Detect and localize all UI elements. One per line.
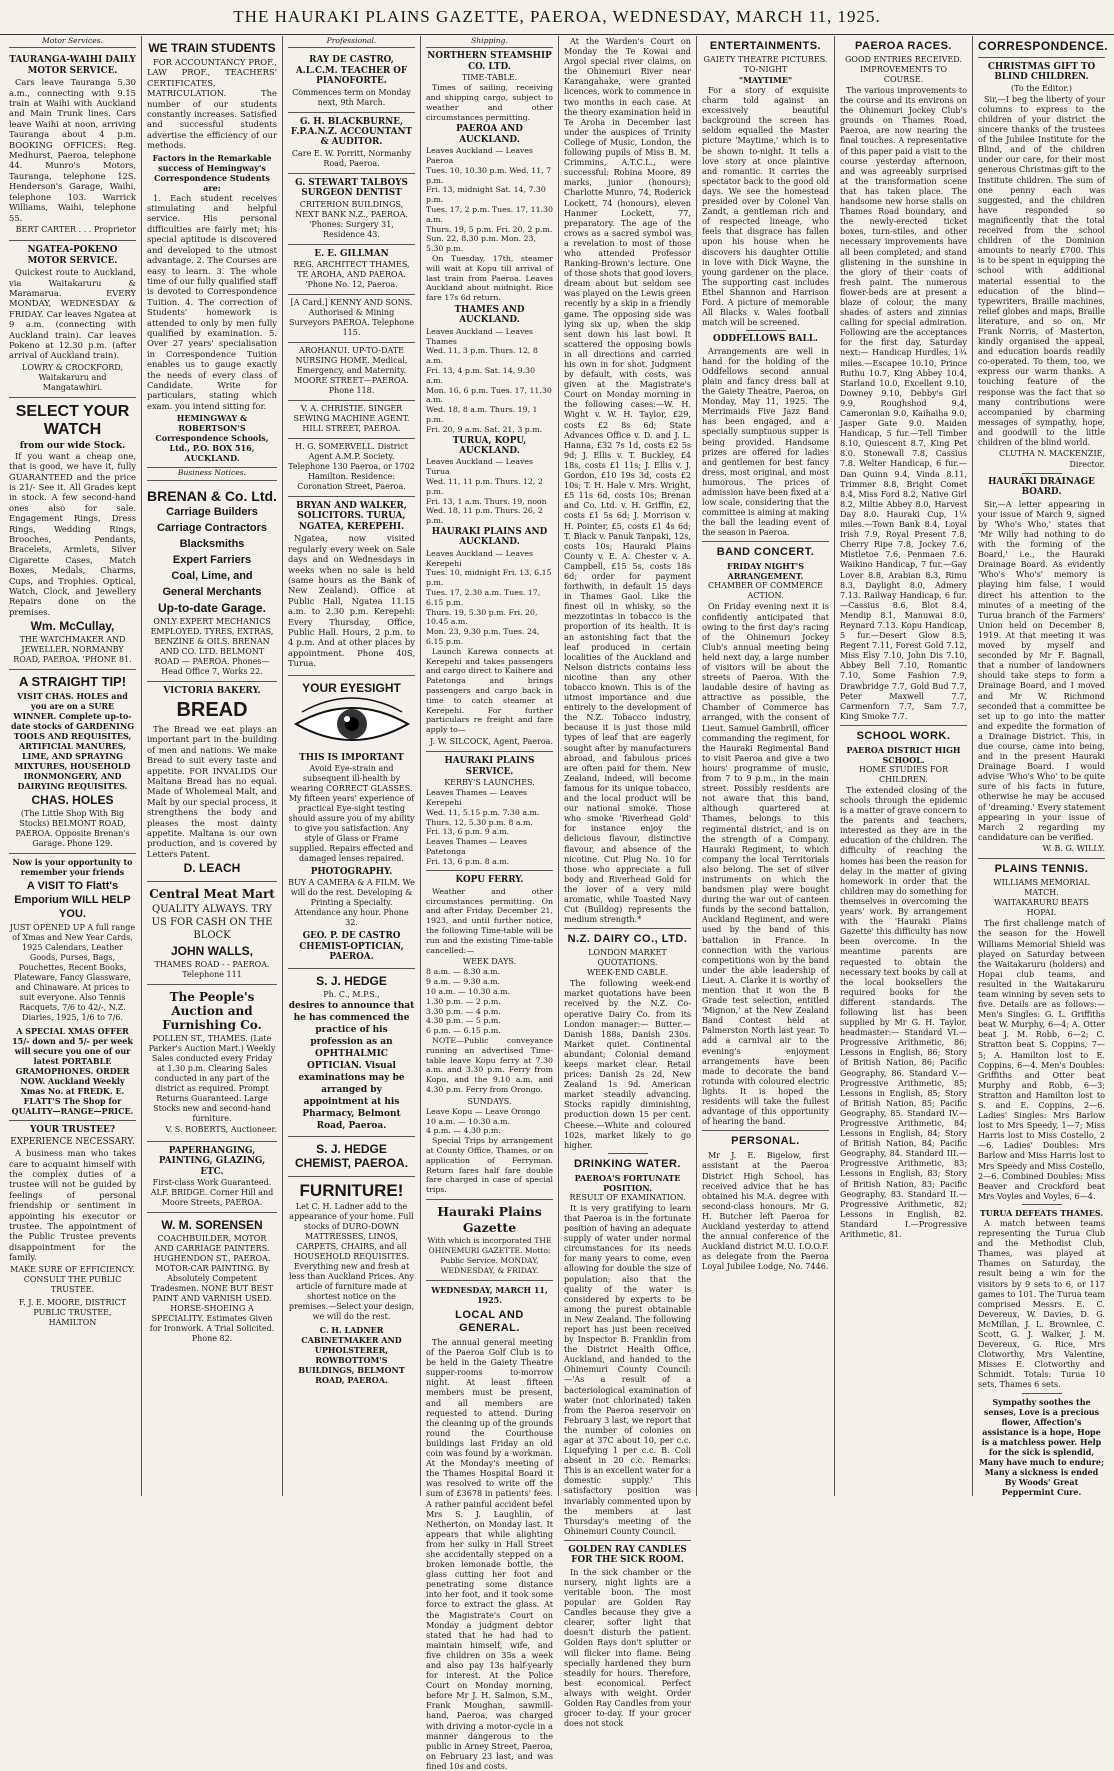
races-body: The various improvements to the course and its environs on the Ohinemuri Jockey Club's grounds on Thames Road, Paeroa, are now nearing the final touches. A representative of this paper paid a visit to the course yesterday afternoon, and was agreeably surprised at the transformation scene that has taken place. The handsome new horse stalls on Thames Road boundary, and the newly-erected ticket boxes, turn-stiles, and other necessary improvements have all been completed, and stand glistening in the sunshine in the glory of their coats of fresh paint. The numerous flower-beds are at present a blaze of colour, the many shades of asters and zinnias calling for special admiration. Following are the acceptances for the first day, Saturday next:— Handicap Hurdles, 1¾ miles.—Escapee 10.10, Prince Ruthu 10.7, King Abbey 10.4, Starland 10.0, Excellent 9.10, Downey 9.10, Debby's Girl 9.9, Roughshod 9.4, Cameronian 9.0, Kaihaiha 9.0, Jasper Gate 9.0. Maiden Handicap, 5 fur.—Tell Timber 8.10, Quiescent 8.7, King Pet 8.0. Stonewall 7.8, Cassius 7.8. Welter Handicap, 6 fur.—Dan Quinn 9.4, Vinda 8.11, Trimmer 8.8, Bright Comet 8.4, Miss Ford 8.2, Native Girl 8.2, Miltie Abbey 8.0, Harvest Day 8.0. Hauraki Cup, 1¼ miles.—Town Bank 8.4, Loyal Irish 7.9, Royal Present 7.8, Cherry Ripe 7.8, Jockey 7.6, Mistletoe 7.6, Penmaen 7.6. Waikino Handicap, 7 fur.—Gay Lover 8.8, Arabian 8.3, Rimu 8.3, Daylight 8.0, Admery 7.13. Railway Handicap, 6 fur.—Cassius 8.6, Blot 8.4, Mendip 8.1, Manuwai 8.0, Reynard 7.13. Kopu Handicap, 5 fur.—Desert Glow 8.5, Regent 7.11, Forest Gold 7.12, Miss Elsy 7.10, John Dis 7.10, Abbey Bell 7.10, Romantic 7.10, Some Fashion 7.9, Drawbridge 7.7, Gold Bud 7.7, Peter Maxwell 7.7, Carmenforn 7.7, Sam 7.7, King Smoke 7.7. (840, 85, 967, 721)
ad-signature: F. J. E. MOORE, DISTRICT PUBLIC TRUSTEE, HAMILTON (18, 1297, 127, 1327)
ad-body: Let C. H. Ladner add to the appearance of your home. Full stocks of DURO-DOWN MATTRESSES, LINOS, CARPETS, CHAIRS, and all HOUSEHOLD REQUISITES. Everything new and fresh at less than Auckland Prices. Any article of furniture made at shortest notice on the premises.—Select your design, we will do the rest. (288, 1201, 415, 1321)
column-3 (283, 36, 421, 1496)
route-row: Leave Kopu — Leave Orongo (426, 1106, 541, 1116)
ad-quals: Ph. C., M.P.S., (323, 989, 380, 999)
route-subtitle: WEEK DAYS. (462, 957, 517, 967)
ad-name: BRENAN & Co. Ltd. (147, 487, 277, 504)
route-row: Leaves Thames — Leaves Patetonga (426, 837, 528, 856)
blackburne-card (288, 113, 415, 174)
dairy-subheading: LONDON MARKET QUOTATIONS. (588, 948, 667, 968)
ad-signature: D. LEACH (183, 861, 241, 876)
route-row: Tues. 10, midnight Fri. 13, 6.15 p.m. (426, 568, 552, 588)
races-subheading: GOOD ENTRIES RECEIVED. (845, 55, 962, 64)
card-title: G. H. BLACKBURNE, F.P.A.N.Z. ACCOUNTANT & AUDITOR. (290, 116, 413, 148)
local-general-body: The annual general meeting of the Paeroa Golf Club is to be held in the Gaiety Theatre supper-rooms to-morrow night. At least fifteen members must be present, and all members are requested to attend. During the cleaning up of the grounds round the Courthouse buildings last Friday an old coin was found by a workman. At the Monday's meeting of the Thames Hospital Board it was resolved to write off the sum of £3678 in patients' fees. A rather painful accident befel Mrs S. J. Laughlin, of Netherton, on Monday last. It appears that while alighting from her sulky in Hall Street she accidentally stepped on a broken lemonade bottle, the glass cutting her foot and penetrating some distance into her foot, and it took some force to extract the glass. At the Magistrate's Court on Monday a judgment debtor stated that he had had to maintain himself, wife, and five children on 35s a week and also pay 13s half-yearly for interest. At the Police Court on Monday morning, before Mr J. H. Salmon, S.M., Frank Moughan, sawmill-hand, Paeroa, was charged with driving a motor-cycle in a manner dangerous to the public in Arney Street, Paeroa, on February 23 last, and was fined 10s and costs. (426, 1337, 553, 1771)
ad-body: 1. Each student receives stimulating and helpful service. His personal difficulties are fairly met; his special aptitude is discovered and developed to the utmost advantage. 2. The Courses are easy to learn. 3. The whole time of our fully qualified staff is devoted to Correspondence Tuition. 4. The correction of Students' homework is attended to only by men fully qualified by examination. 5. Over 27 years' specialisation in Correspondence Tuition enables us to gauge exactly the needs of every class of Candidate. Write for particulars, stating which exam. you intend sitting for. (147, 192, 277, 411)
castro-card (288, 51, 415, 112)
route-row: 4 p.m. — 4.30 p.m. (426, 1126, 501, 1136)
route-subtitle: KERBY'S LAUNCHES. (444, 778, 535, 788)
gazette-nameplate: Hauraki Plains Gazette (437, 1204, 542, 1235)
route-row: Fri. 13, 6 p.m. 8 a.m. (426, 856, 510, 866)
route-row: Thurs. 12, 5.30 p.m. 8 a.m. (426, 817, 533, 827)
route-title: PAEROA AND AUCKLAND. (456, 124, 523, 145)
card-title: RAY DE CASTRO, A.L.C.M. TEACHER OF PIANOFORTE. (295, 55, 408, 87)
route-subtitle: SUNDAYS. (467, 1096, 512, 1106)
trustee-ad (9, 1121, 136, 1331)
gazette-subtitle: With which is incorporated THE OHINEMURI GAZETTE. Motto: Public Service. MONDAY, WEDNESDAY, & FRIDAY. (427, 1236, 552, 1275)
brenan-line: Carriage Contractors (156, 521, 268, 534)
route-row: Leaves Auckland — Leaves Thames (426, 326, 534, 346)
route-row: Fri. 20, 9 a.m. Sat. 21, 3 p.m. (426, 424, 543, 434)
band-subheading: FRIDAY NIGHT'S ARRANGEMENT. (727, 561, 804, 582)
route-note: Special Trips by arrangement at County Office, Thames, or on application of Ferryman. Return fares half fare double fare charged in case of special trips. (426, 1136, 553, 1195)
ad-name: Wm. McCullay, (30, 619, 115, 634)
ad-body: The Bread we eat plays an important part in the building of men and nations. We make Bread to suit every taste and appetite. FOR INVALIDS Our Maltana Bread has no equal. Made of Wholemeal Malt, and Malt by our special process, it strengthens the body and pleases the most dainty appetite. Maltana is our own production, and is covered by Letters Patent. (147, 724, 277, 859)
ad-address: THAMES ROAD - - PAEROA. Telephone 111 (154, 960, 270, 980)
ad-body: COACHBUILDER, MOTOR AND CARRIAGE PAINTERS. HUGHENDON ST., PAEROA. MOTOR-CAR PAINTING. By Absolutely Competent Tradesmen. NONE BUT BEST PAINT AND VARNISH USED. HORSE-SHOEING A SPECIALITY. Estimates Given for Ironwork. A Trial Solicited. Phone 82. (149, 1233, 275, 1343)
ad-signature: HEMINGWAY & ROBERTSON'S Correspondence Schools, Ltd., P.O. BOX 516, AUCKLAND. (155, 413, 269, 464)
route-note: Launch Karewa connects at Kerepehi and takes passengers and cargo direct to Kaihere and Patetonga and brings passengers and cargo back in time to catch steamer at Kerepehi. For further particulars re freight and fare apply to— (426, 646, 553, 735)
route-row: Wed. 11, 3 p.m. Thurs. 12, 8 a.m. (426, 346, 538, 366)
route-row: 1.30 p.m. — 2 p.m. (426, 996, 501, 1006)
route-title: THAMES AND AUCKLAND. (454, 304, 525, 326)
ad-name: JOHN WALLS, (170, 944, 253, 959)
card-body: CRITERION BUILDINGS, NEXT BANK N.Z., PAEROA. 'Phones: Surgery 31, Residence 43. (295, 199, 408, 239)
entertainments-subheading: GAIETY THEATRE PICTURES. (703, 55, 828, 64)
tennis-body: The first challenge match of the season for the Howell Williams Memorial Shield was played on Saturday between the Waitakaruru (holders) and Hopai club teams, and resulted in the Waitakaruru team winning by seven sets to five. Details are as follows:— Men's Singles: G. L. Griffiths beat W. Murphy, 6—4; A. Otter beat J. M. Robb, 6—2; C. Stratton beat S. Coppins, 7—5; A. Hamilton lost to E. Coppins, 6—4. Men's Doubles: Griffiths and Otter beat Murphy and Robb, 6—3; Stratton and Hamilton lost to S. and E. Coppins, 2—6. Ladies' Singles: Mrs Barlow lost to Mrs Speedy, 1—7; Miss Harris lost to Miss Costello, 2—6. Ladies' Doubles: Mrs Barlow and Miss Harris lost to Mrs Speedy and Miss Costello, 2—6. Combined Doubles: Miss Beaver and Crockford beat Mrs Voyles and Voyles, 6—4. (978, 918, 1105, 1201)
columns (4, 36, 1110, 1771)
brenan-line: General Merchants (162, 585, 262, 598)
column-2 (142, 36, 283, 1496)
kenny-card (288, 295, 415, 343)
christie-card (288, 401, 415, 439)
oddfellows-heading: ODDFELLOWS BALL. (713, 334, 818, 345)
brenan-line: Coal, Lime, and (171, 569, 253, 582)
entertainments-body: For a story of exquisite charm told against an excessively beautiful background the screen has seldom equalled the Master picture 'Maytime,' which is to be shown to-night. It tells a love story at once plaintive and romantic. It carries the spectator back to the good old days. We see the homestead presided over by Colonel Van Zandt, a gentleman rich and of respected lineage, who feels that disgrace has fallen upon his house when he discovers his daughter Ottilie in love with Dick Wayne, the young gardener on the place. The supporting cast includes Ethel Shannon and Harrison Ford. A picture of memorable All Blacks v. Wales football match will be screened. (702, 85, 829, 328)
water-heading: DRINKING WATER. (574, 1157, 681, 1170)
school-subheading: PAEROA DISTRICT HIGH SCHOOL. (846, 744, 961, 765)
ad-body: desires to announce that he has commenced the practice of his profession as an OPHTHALMIC OPTICIAN. Visual examinations may be arranged by appointment at his Pharmacy, Belmont Road, Paeroa. (288, 1000, 415, 1131)
tennis-heading: PLAINS TENNIS. (994, 863, 1089, 876)
feature-title: "MAYTIME" (738, 75, 793, 85)
ad-headline: FURNITURE! (299, 1180, 404, 1200)
route-row: Thurs. 19, 5 p.m. Fri. 20, 2 p.m. (426, 224, 553, 234)
route-note: Weather and other circumstances permitting. On and after Friday, December 21, 1923, and until further notice, the following Time-table will be run and the existing Time-table cancelled:— (426, 886, 553, 955)
route-row: Sun. 22, 8.30 p.m. Mon. 23, 5.30 p.m. (426, 234, 536, 254)
personal-heading: PERSONAL. (731, 1135, 800, 1148)
ad-title: YOUR TRUSTEE? (30, 1125, 115, 1136)
ad-signature: C. H. LADNER CABINETMAKER AND UPHOLSTERER, ROWBOTTOM'S BUILDINGS, BELMONT ROAD, PAEROA. (298, 1324, 405, 1385)
divider (702, 1130, 829, 1131)
divider (426, 870, 553, 871)
route-row: Tues. 17, 2 p.m. Tues. 17, 11.30 a.m. (426, 205, 553, 224)
somervell-card (288, 439, 415, 497)
card-body: Ngatea, now visited regularly every week on Sale days and on Wednesdays in weeks when no sale is held (same hours as the Bank of New Zealand). Office at Public Hall, Ngatea 11.15 a.m. to 2.30 p.m. Kerepehi: Every Thursday, Office, Public Hall. Hours, 2 p.m. to 4 p.m. And at other places by appointment. Phone 40S, Turua. (288, 533, 415, 669)
dairy-heading: N.Z. DAIRY CO., LTD. (567, 933, 688, 946)
ad-name: A VISIT TO Flatt's Emporium WILL HELP YOU. (14, 880, 131, 921)
correspondence-heading: CORRESPONDENCE. (978, 39, 1109, 53)
route-row: 10 a.m. — 10.30 a.m. (426, 1116, 510, 1126)
sorensen-ad (147, 1213, 277, 1348)
ad-body: Avoid Eye-strain and subsequent ill-health by wearing CORRECT GLASSES. My fifteen years' experience of practical Eye-sight testing should assure you of my ability to give you satisfaction. Any style of Glass or Frame supplied. Repairs effected and damaged lenses repaired. (288, 763, 415, 863)
route-note: NOTE—Public conveyance running an advertised Time-table leave Kopu ferry at 7.30 a.m. and 3.30 p.m. Ferry from Kopu, and the 9.10 a.m. and 4.30 p.m. Ferry from Orongo. (426, 1036, 553, 1095)
brenan-line: Blacksmiths (179, 537, 245, 550)
divider (426, 1199, 553, 1200)
ad-subhead: THIS IS IMPORTANT (299, 752, 404, 763)
divider (746, 330, 786, 331)
school-heading: SCHOOL WORK. (856, 729, 951, 742)
divider (564, 1540, 691, 1541)
candles-body: In the sick chamber or the nursery, night lights are a veritable boon. The most popular are Golden Ray Candles because they give a clearer, softer light that doesn't disturb the patient. Golden Rays don't splutter or will flicker into flame. Being specially hardened they burn steadily for hours. Therefore, best economical. Perfect always with weight. Order Golden Ray Candles from your grocer to-day. If your grocer does not stock (564, 1566, 691, 1729)
ngatea-ad (9, 241, 136, 397)
dairy-body: The following week-end market quotations have been received by the N.Z. Co-operative Dairy Co. from its London manager:— Butter.—Danish 188s, Danish 230s. Market quiet. Continental abundant; Colonial demand keeps market clear. Retail prices: Danish 2s 2d, New Zealand 1s 9d. American market steadily advancing. Stocks rapidly diminishing, production down 15 per cent. Cheese.—White and coloured 102s, market likely to go higher. (564, 978, 691, 1150)
card-title: G. STEWART TALBOYS SURGEON DENTIST (295, 177, 408, 199)
divider (1022, 1393, 1062, 1394)
turua-heading: TURUA DEFEATS THAMES. (979, 1207, 1104, 1218)
photo-title: PHOTOGRAPHY. (310, 866, 393, 877)
ad-name: CHAS. HOLES (31, 793, 114, 808)
route-row: Fri. 13, 1 a.m. Thurs. 19, noon (426, 496, 547, 506)
ad-name: S. J. HEDGE CHEMIST, PAEROA. (294, 1141, 409, 1170)
ad-headline: Up-to-date Garage. (157, 600, 266, 615)
band-heading: BAND CONCERT. (716, 546, 815, 559)
column-7 (835, 36, 973, 1496)
card-title: BRYAN AND WALKER, SOLICITORS. TURUA, NGATEA, KEREPEHI. (296, 501, 407, 532)
ad-headline: A STRAIGHT TIP! (18, 674, 127, 690)
column-5 (559, 36, 697, 1729)
section-label: Business Notices. (147, 468, 277, 480)
card-body: REG. ARCHITECT THAMES, TE AROHA, AND PAEROA. 'Phone No. 12, Paeroa. (293, 260, 410, 290)
dairy-subheading: WEEK-END CABLE. (586, 968, 669, 978)
divider (702, 541, 829, 542)
band-body: On Friday evening next it is confidently anticipated that owing to the first day's racing of the Ohinemuri Jockey Club's annual meeting being held next day, a large number of visitors will be about the streets of Paeroa. With the laudable desire of having as attractive as possible, the Chamber of Commerce has arranged, with the consent of Lieut. Samuel Gambrill, officer commanding the regiment, for the Hauraki Regimental Band to visit Paeroa and give a two hours' programme of music, from 7 to 9 p.m., in the main street. Possibly residents are not aware that this band, although quartered at Thames, belongs to this regimental district, and is on the strength of a Company. Hauraki Regiment, to which company the local Territorials also belong. The set of silver instruments on which the bandsmen play were bought during the war out of canteen funds by the second battalion, Auckland Regiment, and were used by the band of this battalion in France. In connection with the various competitions won by the band under the able leadership of Lieut. A. Clarke it is worthy of mention that it won the B Grade test selection, entitled 'Mignon,' at the New Zealand Band Contest held at Palmerston North last year. To add a carnival air to the evening's enjoyment arrangements have been made to decorate the band rotunda with coloured electric lights. It is hoped the residents will take the fullest advantage of this opportunity of hearing the band. (702, 601, 829, 1127)
brenan-line: Expert Farriers (172, 553, 252, 566)
bakery-ad (147, 682, 277, 883)
ad-signature: LOWRY & CROCKFORD, Waitakaruru and Mangatawhiri. (22, 362, 123, 392)
races-heading: PAEROA RACES. (855, 40, 952, 52)
water-subheading: RESULT OF EXAMINATION. (569, 1192, 686, 1202)
tennis-subheading: WILLIAMS MEMORIAL MATCH. (993, 878, 1090, 898)
timetable-label: TIME-TABLE. (461, 73, 518, 83)
ad-headline: The People's Auction and Furnishing Co. (162, 990, 262, 1033)
letter-signature: CLUTHA N. MACKENZIE, Director. (999, 449, 1105, 469)
ad-title: NGATEA-POKENO MOTOR SERVICE. (27, 245, 118, 266)
route-row: Wed. 11, 5.15 p.m. 7.30 a.m. (426, 807, 540, 817)
letter-title: HAURAKI DRAINAGE BOARD. (988, 476, 1095, 498)
route-row: 6 p.m. — 6.15 p.m. (426, 1026, 501, 1036)
ad-name: VICTORIA BAKERY. (163, 685, 261, 696)
band-subheading: CHAMBER OF COMMERCE ACTION. (708, 581, 823, 601)
divider (840, 725, 967, 726)
divider (564, 928, 691, 929)
ad-address: THE WATCHMAKER AND JEWELLER. NORMANBY ROAD, PAEROA. 'PHONE 81. (13, 635, 132, 665)
paperhanging-ad (147, 1142, 277, 1213)
school-body: The extended closing of the schools through the epidemic is a matter of grave concern to the parents and teachers, interested as they are in the education of the children. The difficulty of reaching the homes has been the reason for delay in the matter of giving homework in order that the children may do something for themselves in overcoming the years' work. By arrangement with the 'Hauraki Plains Gazette' this difficulty has now been overcome. In the meantime parents are requested to obtain the necessary text books by call at the local booksellers the required books for the different standards. The following list has been supplied by Mr G. H. Taylor, headmaster:— Standard VI.—Progressive Arithmetic, 86; Lessons in English, 86; Story of British Nation, 86; Pacific Geography, 86. Standard V.—Progressive Arithmetic, 85; Lessons in English, 85; Story of British Nation, 85; Pacific Geography, 85. Standard IV.—Progressive Arithmetic, 84; Lessons in English, 84; Story of British Nation, 84; Pacific Geography, 84. Standard III.—Progressive Arithmetic, 83; Lessons in English, 83; Story of British Nation, 83; Pacific Geography, 83. Standard II.—Progressive Arithmetic, 82; Lessons in English, 82. Standard I.—Progressive Arithmetic, 81. (840, 784, 967, 1240)
races-subheading: IMPROVEMENTS TO COURSE. (859, 65, 948, 84)
route-row: Wed. 18, 11 p.m. Thurs. 26, 2 p.m. (426, 506, 543, 526)
ad-subhead: Factors in the Remarkable success of Hemingway's Correspondence Students are: (152, 152, 272, 193)
holes-ad (9, 670, 136, 854)
letter-body: Sir,—A letter appearing in your issue of March 9, signed by 'Who's Who,' states that 'Mr Willy had nothing to do with the forming of the Board,' i.e., the Hauraki Drainage Board. As evidently 'Who's Who's' memory is playing him false, I would direct his attention to the minutes of a meeting of the Turua branch of the Farmers' Union held on December 8, 1919. At that meeting it was moved by myself and seconded by Mr F. Bagnall, that a number of landowners should take steps to form a Drainage Board, and I moved and Mr W. Richmond seconded that a committee be set up to go into the matter and expedite the formation of a Drainage District. This, in due course, came into being, and in the present Hauraki Drainage Board. I would advise 'Who's Who' to be quite sure of his facts in future, otherwise he may be accused of 'dreaming.' Every statement appearing in your issue of March 2 regarding my candidature can be verified. (978, 498, 1105, 842)
ad-body: JUST OPENED UP A full range of Xmas and New Year Cards, 1925 Calendars, Leather Goods, Purses, Bags, Pouchettes, Recent Books, Plateware, Fancy Glassware, and Chinaware. At prices to suit everyone. Also Tennis Racquets, 7/6 to 42/-, N.Z. Diaries, 1925, 1/6 to 7/6. (9, 923, 136, 1023)
ad-body: VISIT CHAS. HOLES and you are on a SURE WINNER. Complete up-to-date stocks of GARDENING TOOLS AND REQUISITES, ARTIFICIAL MANURES, LIME, AND SPRAYING MIXTURES, HOUSEHOLD IRONMONGERY, AND DAIRYING REQUISITES. (10, 691, 135, 792)
ad-body: A business man who takes care to acquaint himself with the complex duties of a trustee will not be guided by feelings of personal friendship or sentiment in appointing his executor or trustee. The appointment of the Public Trustee prevents disappointment for the family. (9, 1148, 136, 1263)
route-row: 9 a.m. — 9.30 a.m. (426, 977, 501, 987)
talboys-card (288, 174, 415, 245)
peppermint-verse: Sympathy soothes the senses, Love is a precious flower, Affection's assistance is a hope, Hope is a matchless power. Help for the sick is splendid, Many have much to endure; Many a sickness is ended By Woods' Great Peppermint Cure. (979, 1396, 1104, 1497)
column-8 (973, 36, 1110, 1496)
company-title: NORTHERN STEAMSHIP CO. LTD. (427, 51, 552, 72)
letter-title: CHRISTMAS GIFT TO BLIND CHILDREN. (987, 62, 1096, 83)
hedge-chemist-ad (288, 1137, 415, 1177)
divider (426, 1280, 553, 1281)
letter-signature: W. B. G. WILLY. (1042, 843, 1105, 853)
column-1 (4, 36, 142, 1496)
route-title: TURUA, KOPU, AUCKLAND. (452, 435, 527, 456)
watch-ad (9, 398, 136, 671)
agent-signature: J. W. SILCOCK, Agent, Paeroa. (430, 736, 553, 746)
divider (1022, 473, 1062, 474)
route-row: Fri. 13, midnight Sat. 14, 7.30 p.m. (426, 185, 546, 205)
card-body: H. G. SOMERVELL. District Agent A.M.P. Society. Telephone 130 Paeroa, or 1702 Hamilton. Residence: Coronation Street, Paeroa. (288, 442, 415, 492)
route-row: Mon. 23, 9.30 p.m. Tues. 24, 6.15 p.m. (426, 627, 540, 646)
personal-body: Mr J. E. Bigelow, first assistant at the Paeroa District High School, has received advice that he has obtained his M.A. degree with second-class honours. Mr G. H. Butcher left Paeroa for Auckland yesterday to attend the annual conference of the Auckland district M.U. I.O.O.F. as delegate from the Paeroa Loyal Jubilee Lodge, No. 7446. (702, 1150, 829, 1272)
ad-title: TAURANGA-WAIHI DAILY MOTOR SERVICE. (9, 55, 136, 76)
section-label: Shipping. (426, 36, 553, 48)
divider (608, 1153, 648, 1154)
ad-headline: SELECT YOUR WATCH (15, 402, 130, 438)
furniture-ad (288, 1177, 415, 1389)
route-note: On Tuesday, 17th, steamer will wait at Kopu till arrival of last train from Paeroa. Leaves Auckland about midnight. Rice fare 17s 6d return. (426, 253, 553, 303)
card-body: Commences term on Monday next, 9th March. (292, 87, 411, 107)
arohanui-card (288, 343, 415, 401)
route-row: Tues. 17, 2.30 a.m. Tues. 17, 6.15 p.m. (426, 587, 541, 607)
route-row: Fri. 13, 6 p.m. 9 a.m. (426, 827, 510, 837)
ad-body: If you want a cheap one, that is good, we have it, fully GUARANTEED and the price is 21/- See it. All Grades kept in stock. A few second-hand ones also for sale. Engagement Rings, Dress Rings, Wedding Rings, Brooches, Pendants, Bracelets, Armlets, Silver Cigarette Cases, Match Boxes, Medals, Charms, Cups, and Trophies. Optical, Watch, Clock, and Jewellery Repairs done on the premises. (9, 450, 136, 617)
ad-name: S. J. HEDGE (316, 973, 387, 988)
route-title: HAURAKI PLAINS SERVICE. (444, 756, 535, 777)
route-row: 10 a.m. — 10.30 a.m. (426, 987, 510, 997)
bryan-card (288, 497, 415, 676)
ad-signature: GEO. P. DE CASTRO CHEMIST-OPTICIAN, PAEROA. (299, 931, 404, 963)
ad-cta: MAKE SURE OF EFFICIENCY. CONSULT THE PUBLIC TRUSTEE. (10, 1264, 135, 1294)
ad-subhead: from our wide Stock. (19, 440, 126, 451)
ad-intro: Now is your opportunity to remember your friends (12, 857, 133, 878)
candles-heading: GOLDEN RAY CANDLES FOR THE SICK ROOM. (568, 1544, 687, 1566)
ad-title: PAPERHANGING, PAINTING, GLAZING, ETC. (158, 1145, 266, 1177)
card-title: E. E. GILLMAN (314, 248, 389, 259)
turua-body: A match between teams representing the Turua Club and the Methodist Club, Thames, was played at Thames on Saturday, the result being a win for the visitors by 9 sets to 6, or 117 games to 101. The Turua team comprised Messrs. E. C. Devereux, W. Davies, D. G. McMillan, J. L. Brownlee, C. Scott, G. J. Walker, J. M. Devereux, G. Rice, Mrs Clotworthy, Mrs Valentine, Misses E. Clotworthy and Schmidt. Totals: Turua 10 sets, Thames 6 sets. (978, 1217, 1105, 1390)
ad-body: Quickest route to Auckland, via Waitakaruru & Maramarua. EVERY MONDAY, WEDNESDAY & FRIDAY. Car leaves Ngatea at 9 a.m. (connecting with Auckland train). Car leaves Pokeno at 12.30 p.m. (after arrival of Auckland train). (9, 267, 136, 361)
route-row: Thurs. 19, 5.30 p.m. Fri. 20, 10.45 a.m. (426, 607, 538, 627)
hemingway-ad (147, 36, 277, 468)
meat-ad (147, 882, 277, 985)
tennis-subheading: WAITAKARURU BEATS HOPAI. (994, 898, 1089, 918)
ad-headline: YOUR EYESIGHT (302, 680, 401, 695)
ad-signature: V. S. ROBERTS, Auctioneer. (165, 1125, 277, 1135)
oddfellows-body: Arrangements are well in hand for the holding of the Oddfellows second annual plain and fancy dress ball at the Gaiety Theatre, Paeroa, on Monday, May 11, 1925. The Merrimaids Five Jazz Band has been engaged, and a specially sumptuous supper is being provided. Handsome prizes are offered for ladies and gentlemen for best fancy dress, most original, and most humorous. The prices of admission have been fixed at a low scale, considering that the committee is aiming at making the ball the leading event of the season in Paeroa. (702, 345, 829, 538)
entertainments-subheading: TO-NIGHT (743, 65, 788, 74)
ad-body: POLLEN ST., THAMES. (Late Parker's Auction Mart.) Weekly Sales conducted every Friday at 1.30 p.m. Clearing Sales conducted in any part of the district as required. Prompt Returns Guaranteed. Large Stocks new and second-hand furniture. (148, 1034, 276, 1124)
ad-body: First-class Work Guaranteed. ALF. BRIDGE. Corner Hill and Moore Streets, PAEROA. (150, 1177, 274, 1207)
route-row: 4.30 p.m. — 5 p.m. (426, 1016, 501, 1026)
route-row: Leaves Auckland — Leaves Turua (426, 457, 534, 477)
route-row: Leaves Auckland — Leaves Kerepehi (426, 548, 534, 568)
ad-signature: BERT CARTER . . . Proprietor (15, 224, 136, 234)
section-label: Professional. (288, 36, 415, 48)
letter-body: Sir,—I beg the liberty of your columns to express to the children of your district the sincere thanks of the trustees of the Jubilee Institute for the Blind, and of the children under our care, for their most generous Christmas gift to the Institute children. The sum of one penny each was suggested, and the children have responded so magnificently that the total received from the school children of the Dominion amounts to nearly £700. This is to be spent in equipping the school with additional material essential to the education of the blind—typewriters, Braille machines, relief globes and maps, Braille literature, and so on. Mr Frank Norris, of Masterton, kindly organised the appeal, and education boards readily co-operated. To them, too, we express our warm thanks. A touching feature of the response was the fact that so many contributions were accompanied by charming messages of sympathy, hope, and goodwill to the little children of the blind world. (978, 93, 1105, 447)
news-body: At the Warden's Court on Monday the Te Kowai and Argol special river claims, on the Ohinemuri River near Karangahake, were granted licences, work to commence in two months in each case. At the theory examination held in Te Aroha in December last under the auspices of Trinity College of Music, London, the following pupils of Miss B. M. Crimmins, A.T.C.L., were successful: Robina Moore, 89 marks, junior (honours); Charlotte Munro, 74, Roderick Lockett, 74 (honours), eleven Hanmer Lockett, 77, preparatory. The age of the crows as a sacred symbol was a revelation to most of those who attended Professor Ranking-Brown's lecture. One of those shots that good lovers dream about but seldom see was played on the Lewis green recently by a skip in a friendly game. The opposing side was lying six up, when the skip sent down his last bowl. It scattered the opposing bowls in all directions and carried his own in for shot. Judgment by default, with costs, was given at the Magistrate's Court on Monday morning in the following cases:—W. H. Wight v. W. H. Taylor, £29, costs £2 8s 6d; State Advances Office v. D. and J. L. Hanna, £32 7s 1d, costs £2 5s 9d; J. Ellis v. T. Buckley, £4 18s, costs £1 11s; J. Ellis v. J. Gordon, £10 19s 3d, costs £2 10s; T. H. Hale v. Mrs. Wright, £5 11s 6d, costs 10s; Brenan and Co. Ltd. v. H. Griffin, £2, costs £1 5s 6d; J. Morrison v. H. Pointer, £5, costs £1 4s 6d; T. Black v. Panuk Tanpaki, 12s, costs 10s; Hauraki Plains County v. E. A. Chester v. A. Campbell, £15 5s, costs 18s 6d; order for payment forthwith, in default 15 days in Thames Gaol. Like the finest oil in whisky, so the mezzotintas in tobacco is the proportion of its health. It is an astonishing fact that the leaf produced in certain localities of the Auckland and Nelson districts contains less nicotine than any other tobacco known. This is of the utmost importance and due entirely to the development of the N.Z. Tobacco industry, because it is just those mild types of leaf that are eagerly sought after by manufacturers abroad, and fabulous prices are often paid for them. New Zealand, indeed, will become famous for its unique tobacco, and the local product will be our national smoke. Those who smoke 'Riverhead Gold' for instance enjoy the delicious flavour, distinctive flavour, and absence of the nicotine. Cut Plug No. 10 for those who appreciate a full body and Riverhead Gold for the lover of a very mild aromatic, while Toasted Navy Cut (Bulldog) represents the medium strength.* (564, 36, 691, 925)
auction-ad (147, 985, 277, 1141)
brenan-line: Carriage Builders (166, 505, 258, 518)
divider (426, 751, 553, 752)
timetable-note: Times of sailing, receiving and shipping cargo, subject to weather and other circumstances permitting. (426, 83, 553, 122)
gillman-card (288, 245, 415, 295)
route-row: Wed. 11, 11 p.m. Thurs. 12, 2 p.m. (426, 476, 543, 496)
route-row: Leaves Auckland — Leaves Paeroa (426, 146, 534, 166)
tauranga-ad (9, 51, 136, 241)
local-general-heading: LOCAL AND GENERAL. (455, 1309, 524, 1334)
gazette-date: WEDNESDAY, MARCH 11, 1925. (431, 1285, 548, 1305)
photo-body: BUY A CAMERA & A FILM. We will do the rest. Developing & Printing a Specialty. Attendance any hour. Phone 32. (288, 878, 415, 928)
ad-offer: A SPECIAL XMAS OFFER 15/- down and 5/- per week will secure you one of our latest PORTABLE GRAMOPHONES. ORDER NOW. Auckland Weekly Xmas No. at FREDK. E. FLATT'S The Shop for QUALITY—RANGE—PRICE. (11, 1026, 134, 1117)
ad-headline: WE TRAIN STUDENTS (148, 41, 276, 55)
route-row: Leaves Thames — Leaves Kerepehi (426, 788, 528, 807)
ad-subhead: EXPERIENCE NECESSARY. (10, 1136, 135, 1147)
letter-salutation: (To the Editor.) (1011, 83, 1072, 93)
route-row: Tues. 10, 10.30 p.m. Wed. 11, 7 p.m. (426, 165, 552, 185)
card-body: AROHANUI. UP-TO-DATE NURSING HOME. Medical, Emergency, and Maternity. MOORE STREET—PAEROA. Phone 118. (294, 346, 409, 396)
ad-headline: Central Meat Mart (149, 887, 275, 902)
card-body: V. A. CHRISTIE. SINGER SEWING MACHINE AGENT. HILL STREET, PAEROA. (293, 404, 410, 434)
water-body: It is very gratifying to learn that Paeroa is in the fortunate position of having an adequate supply of water under normal circumstances for its needs for many years to come, even allowing for double the size of population; also that the quality of the water is considered by experts to be among the purest obtainable in New Zealand. The following report has just been received by Inspector B. Franklin from the District Health Office, Auckland, and handed to the Ohinemuri County Council:—'As a result of a bacteriological examination of water (not chlorinated) taken from the Paeroa reservoir on February 3 last, we report that the number of colonies on agar at 37C about 10, per c.c. Liquefying 1 per c.c. B. Coli absent in 20 c.c. Remarks: This is an excellent water for a domestic supply.' This satisfactory position was invariably commented upon by the members at last Thursday's meeting of the Ohinemuri County Council. (564, 1202, 691, 1536)
ad-body: QUALITY ALWAYS. TRY US FOR CASH ON THE BLOCK (151, 904, 273, 942)
route-title: KOPU FERRY. (455, 875, 524, 886)
school-subheading: HOME STUDIES FOR CHILDREN. (858, 764, 949, 784)
route-title: HAURAKI PLAINS AND AUCKLAND. (431, 526, 548, 548)
ad-body: ONLY EXPERT MECHANICS EMPLOYED. TYRES, EXTRAS, BENZINE & OILS. BRENAN AND CO. LTD. BELMONT ROAD — PAEROA. Phones— Head Office 7, Works 22. (150, 616, 274, 676)
divider (978, 57, 1105, 58)
column-4 (421, 36, 559, 1771)
ad-address: (The Little Shop With Big Stocks) BELMONT ROAD, PAEROA. Opposite Brenan's Garage. Phone 129. (15, 809, 130, 849)
ad-name: W. M. SORENSEN (161, 1217, 263, 1232)
masthead: THE HAURAKI PLAINS GAZETTE, PAEROA, WEDNESDAY, MARCH 11, 1925. (0, 0, 1114, 35)
ad-headline: BREAD (176, 699, 248, 721)
route-row: 8 a.m. — 8.30 a.m. (426, 967, 501, 977)
eyesight-ad (288, 676, 415, 969)
column-6 (697, 36, 835, 1496)
divider (1022, 1204, 1062, 1205)
ad-body: Cars leave Tauranga 5.30 a.m., connecting with 9.15 train at Waihi with Auckland and Main Trunk lines. Cars leave Waihi at noon, arriving Tauranga about 4 p.m. BOOKING OFFICES: Reg. Medhurst, Paeroa, telephone 44. Munro's Motors, Tauranga, telephone 12S. Henderson's Garage, Waihi, telephone 103. Warrick Williams, Waihi, telephone 55. (9, 77, 136, 223)
water-subheading: PAEROA'S FORTUNATE POSITION. (574, 1172, 681, 1193)
hedge-ad (288, 969, 415, 1137)
flatt-ad (9, 854, 136, 1121)
route-row: Wed. 18, 8 a.m. Thurs. 19, 1 p.m. (426, 405, 538, 424)
card-body: [A Card.] KENNY AND SONS. Authorised & Mining Surveyors PAEROA. Telephone 115. (289, 298, 414, 338)
eye-illustration (292, 698, 412, 750)
route-row: Fri. 13, 4 p.m. Sat. 14, 9.30 a.m. (426, 365, 536, 385)
ad-body: FOR ACCOUNTANCY PROF., LAW PROF., TEACHERS' CERTIFICATES, MATRICULATION. The number of our students constantly increases. Satisfied and successful students advertise the efficiency of our methods. (147, 57, 277, 151)
divider (978, 858, 1105, 859)
route-row: 3.30 p.m. — 4 p.m. (426, 1006, 501, 1016)
route-row: Mon. 16, 6 p.m. Tues. 17, 11.30 a.m. (426, 385, 552, 405)
section-label: Motor Services. (9, 36, 136, 48)
brenan-ad (147, 484, 277, 682)
card-body: Care E. W. Porritt, Normanby Road, Paeroa. (291, 148, 412, 168)
entertainments-heading: ENTERTAINMENTS. (709, 40, 822, 52)
